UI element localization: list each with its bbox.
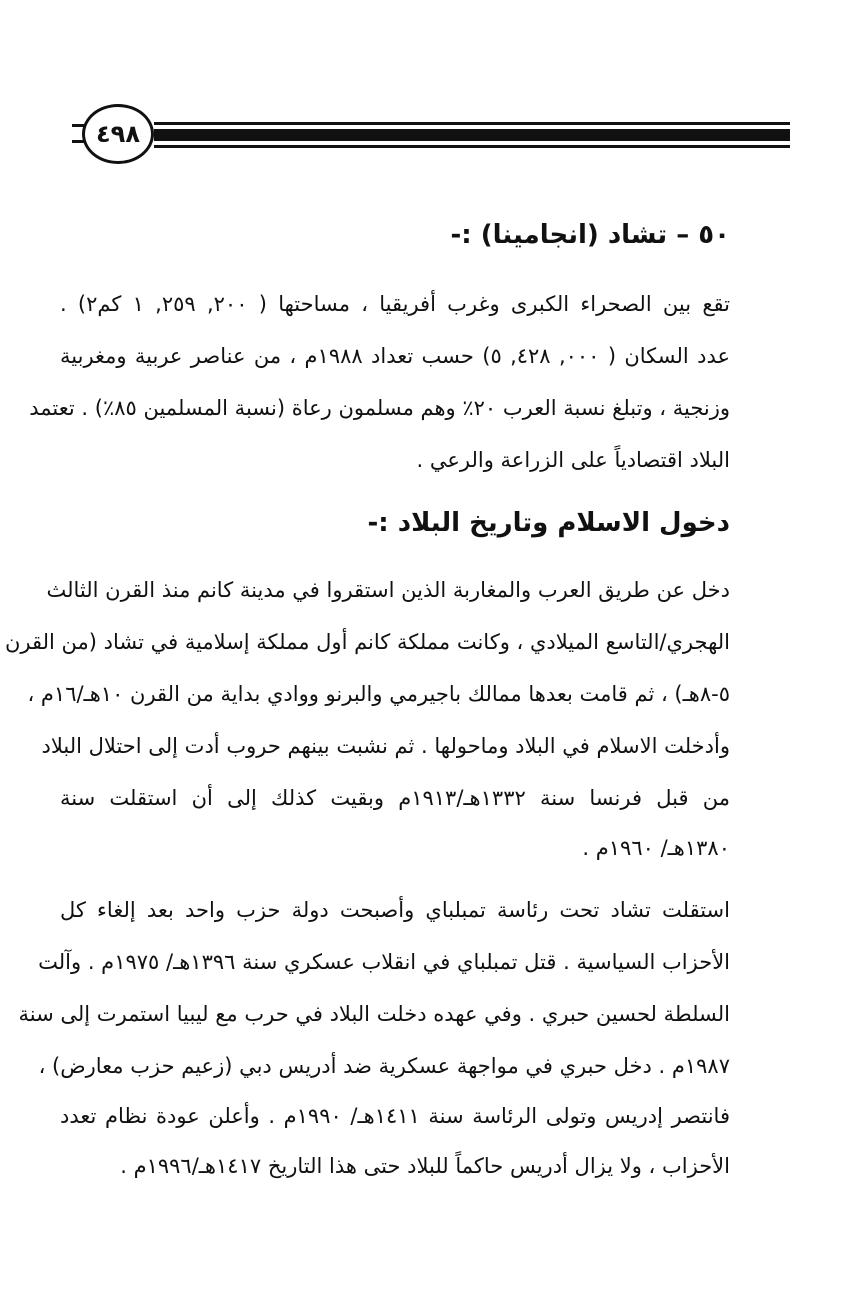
page-header (72, 104, 790, 164)
text-line: الأحزاب السياسية . قتل تمبلباي في انقلاب عسكري سنة ١٣٩٦هـ/ ١٩٧٥م . وآلت (38, 950, 730, 974)
section-heading-history: دخول الاسلام وتاريخ البلاد :- (367, 508, 730, 538)
text-line: الأحزاب ، ولا يزال أدريس حاكماً للبلاد حتى هذا التاريخ ١٤١٧هـ/١٩٩٦م . (120, 1154, 730, 1178)
text-line: وأدخلت الاسلام في البلاد وماحولها . ثم نشبت بينهم حروب أدت إلى احتلال البلاد (41, 734, 730, 758)
text-line: تقع بين الصحراء الكبرى وغرب أفريقيا ، مساحتها ( ٢٠٠, ٢٥٩, ١ كم٢) . (60, 292, 730, 316)
text-line: البلاد اقتصادياً على الزراعة والرعي . (416, 448, 730, 472)
text-line: عدد السكان ( ٠٠٠, ٤٢٨, ٥) حسب تعداد ١٩٨٨م ، من عناصر عربية ومغربية (60, 344, 730, 368)
text-line: من قبل فرنسا سنة ١٣٣٢هـ/١٩١٣م وبقيت كذلك إلى أن استقلت سنة (60, 786, 730, 810)
text-line: استقلت تشاد تحت رئاسة تمبلباي وأصبحت دولة حزب واحد بعد إلغاء كل (60, 898, 730, 922)
text-line: وزنجية ، وتبلغ نسبة العرب ٢٠٪ وهم مسلمون رعاة (نسبة المسلمين ٨٥٪) . تعتمد (29, 396, 730, 420)
header-rule-thin (154, 145, 790, 148)
text-line: فانتصر إدريس وتولى الرئاسة سنة ١٤١١هـ/ ١٩٩٠م . وأعلن عودة نظام تعدد (60, 1104, 730, 1128)
text-line: ٥-٨هـ) ، ثم قامت بعدها ممالك باجيرمي والبرنو ووادي بداية من القرن ١٠هـ/١٦م ، (27, 682, 730, 706)
section-heading-chad: ٥٠ – تشاد (انجامينا) :- (450, 220, 730, 250)
text-line: ١٣٨٠هـ/ ١٩٦٠م . (582, 836, 730, 860)
text-line: الهجري/التاسع الميلادي ، وكانت مملكة كانم أول مملكة إسلامية في تشاد (من القرن (4, 630, 730, 654)
text-line: ١٩٨٧م . دخل حبري في مواجهة عسكرية ضد أدريس دبي (زعيم حزب معارض) ، (38, 1054, 730, 1078)
text-line: السلطة لحسين حبري . وفي عهده دخلت البلاد في حرب مع ليبيا استمرت إلى سنة (18, 1002, 730, 1026)
header-rule-thin (154, 122, 790, 125)
text-line: دخل عن طريق العرب والمغاربة الذين استقروا في مدينة كانم منذ القرن الثالث (46, 578, 730, 602)
header-rule-thick (154, 129, 790, 141)
page-number: ٤٩٨ (82, 104, 154, 164)
